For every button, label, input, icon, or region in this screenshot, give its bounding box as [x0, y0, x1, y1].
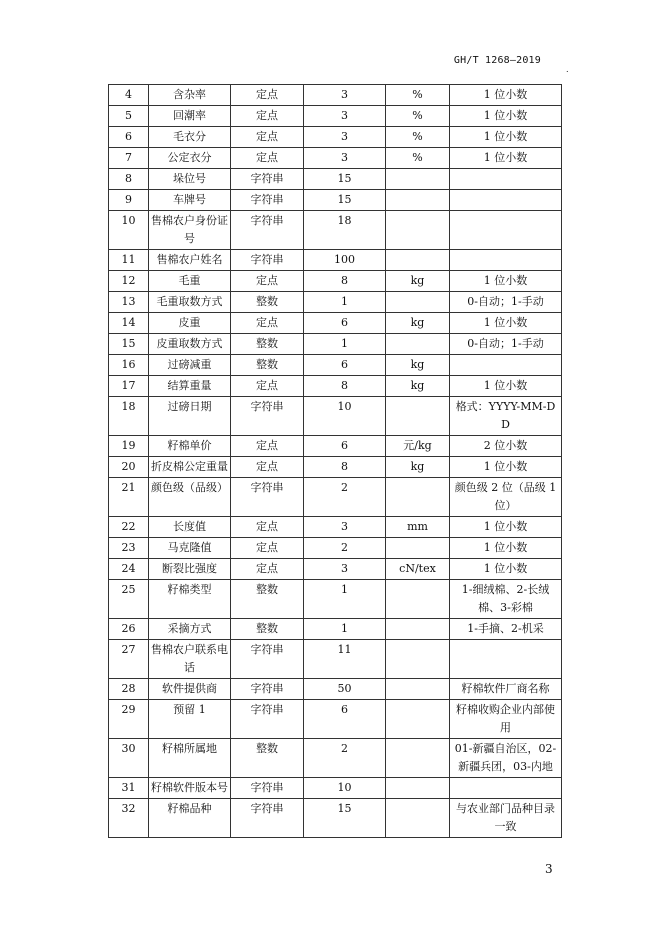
table-row [109, 334, 562, 355]
field-name-cell: 皮重取数方式 [149, 334, 231, 355]
field-length-cell: 8 [304, 271, 386, 292]
field-name-cell: 软件提供商 [149, 679, 231, 700]
data-type-cell: 整数 [231, 355, 304, 376]
remark-cell [450, 640, 562, 679]
field-length-cell: 50 [304, 679, 386, 700]
unit-cell: kg [386, 457, 450, 478]
field-length-cell: 3 [304, 148, 386, 169]
unit-cell [386, 679, 450, 700]
row-number-cell: 20 [109, 457, 149, 478]
row-number-cell: 23 [109, 538, 149, 559]
data-type-cell: 定点 [231, 313, 304, 334]
remark-cell: 1 位小数 [450, 538, 562, 559]
table-row [109, 271, 562, 292]
data-type-cell: 字符串 [231, 250, 304, 271]
remark-cell: 0-自动；1-手动 [450, 334, 562, 355]
remark-cell [450, 211, 562, 250]
table-row [109, 619, 562, 640]
unit-cell [386, 250, 450, 271]
remark-cell: 籽棉软件厂商名称 [450, 679, 562, 700]
remark-cell: 与农业部门品种目录一致 [450, 799, 562, 838]
data-type-cell: 定点 [231, 148, 304, 169]
row-number-cell: 18 [109, 397, 149, 436]
remark-cell: 籽棉收购企业内部使用 [450, 700, 562, 739]
page-number: 3 [545, 862, 553, 876]
field-name-cell: 籽棉单价 [149, 436, 231, 457]
field-name-cell: 籽棉品种 [149, 799, 231, 838]
data-type-cell: 定点 [231, 106, 304, 127]
table-row [109, 250, 562, 271]
data-field-table [108, 84, 562, 838]
field-length-cell: 1 [304, 334, 386, 355]
table-row [109, 376, 562, 397]
data-type-cell: 字符串 [231, 478, 304, 517]
field-name-cell: 毛重取数方式 [149, 292, 231, 313]
table-row [109, 106, 562, 127]
field-length-cell: 6 [304, 355, 386, 376]
table-body [109, 85, 562, 838]
data-type-cell: 定点 [231, 436, 304, 457]
remark-cell [450, 250, 562, 271]
row-number-cell: 28 [109, 679, 149, 700]
table-row [109, 478, 562, 517]
field-length-cell: 15 [304, 169, 386, 190]
row-number-cell: 31 [109, 778, 149, 799]
field-length-cell: 1 [304, 292, 386, 313]
remark-cell: 2 位小数 [450, 436, 562, 457]
field-name-cell: 车牌号 [149, 190, 231, 211]
data-type-cell: 整数 [231, 334, 304, 355]
unit-cell [386, 334, 450, 355]
field-length-cell: 6 [304, 436, 386, 457]
row-number-cell: 29 [109, 700, 149, 739]
field-name-cell: 毛重 [149, 271, 231, 292]
table-row [109, 355, 562, 376]
table-row [109, 436, 562, 457]
unit-cell: % [386, 127, 450, 148]
field-length-cell: 18 [304, 211, 386, 250]
row-number-cell: 5 [109, 106, 149, 127]
row-number-cell: 30 [109, 739, 149, 778]
remark-cell: 1 位小数 [450, 376, 562, 397]
data-type-cell: 整数 [231, 292, 304, 313]
remark-cell: 1 位小数 [450, 559, 562, 580]
field-length-cell: 2 [304, 739, 386, 778]
unit-cell: kg [386, 355, 450, 376]
field-name-cell: 毛衣分 [149, 127, 231, 148]
field-length-cell: 11 [304, 640, 386, 679]
data-type-cell: 定点 [231, 271, 304, 292]
data-type-cell: 定点 [231, 538, 304, 559]
field-name-cell: 断裂比强度 [149, 559, 231, 580]
row-number-cell: 6 [109, 127, 149, 148]
unit-cell: % [386, 148, 450, 169]
field-length-cell: 3 [304, 559, 386, 580]
field-length-cell: 1 [304, 619, 386, 640]
table-row [109, 292, 562, 313]
table-row [109, 517, 562, 538]
field-name-cell: 结算重量 [149, 376, 231, 397]
unit-cell [386, 211, 450, 250]
row-number-cell: 21 [109, 478, 149, 517]
row-number-cell: 8 [109, 169, 149, 190]
table-row [109, 169, 562, 190]
table-row [109, 778, 562, 799]
row-number-cell: 17 [109, 376, 149, 397]
row-number-cell: 22 [109, 517, 149, 538]
remark-cell: 1 位小数 [450, 457, 562, 478]
remark-cell: 0-自动；1-手动 [450, 292, 562, 313]
data-type-cell: 字符串 [231, 778, 304, 799]
data-type-cell: 字符串 [231, 190, 304, 211]
field-length-cell: 15 [304, 190, 386, 211]
unit-cell: % [386, 106, 450, 127]
remark-cell [450, 778, 562, 799]
field-length-cell: 3 [304, 127, 386, 148]
unit-cell [386, 580, 450, 619]
row-number-cell: 16 [109, 355, 149, 376]
unit-cell [386, 619, 450, 640]
unit-cell [386, 778, 450, 799]
remark-cell: 1 位小数 [450, 517, 562, 538]
remark-cell: 1 位小数 [450, 106, 562, 127]
unit-cell [386, 739, 450, 778]
table-row [109, 211, 562, 250]
remark-cell: 1-细绒棉、2-长绒棉、3-彩棉 [450, 580, 562, 619]
unit-cell [386, 292, 450, 313]
unit-cell: 元/kg [386, 436, 450, 457]
field-name-cell: 含杂率 [149, 85, 231, 106]
unit-cell [386, 640, 450, 679]
table-row [109, 85, 562, 106]
field-length-cell: 2 [304, 538, 386, 559]
row-number-cell: 15 [109, 334, 149, 355]
table-row [109, 127, 562, 148]
field-name-cell: 过磅减重 [149, 355, 231, 376]
data-type-cell: 字符串 [231, 211, 304, 250]
row-number-cell: 32 [109, 799, 149, 838]
unit-cell [386, 538, 450, 559]
field-name-cell: 回潮率 [149, 106, 231, 127]
unit-cell [386, 799, 450, 838]
field-length-cell: 8 [304, 376, 386, 397]
field-length-cell: 6 [304, 313, 386, 334]
unit-cell: % [386, 85, 450, 106]
remark-cell: 1 位小数 [450, 313, 562, 334]
field-name-cell: 籽棉软件版本号 [149, 778, 231, 799]
remark-cell [450, 190, 562, 211]
table-row [109, 559, 562, 580]
unit-cell: kg [386, 313, 450, 334]
field-length-cell: 10 [304, 778, 386, 799]
remark-cell: 格式：YYYY-MM-DD [450, 397, 562, 436]
data-type-cell: 字符串 [231, 640, 304, 679]
row-number-cell: 14 [109, 313, 149, 334]
field-name-cell: 售棉农户姓名 [149, 250, 231, 271]
remark-cell: 1 位小数 [450, 271, 562, 292]
unit-cell [386, 397, 450, 436]
field-length-cell: 8 [304, 457, 386, 478]
field-length-cell: 6 [304, 700, 386, 739]
data-type-cell: 定点 [231, 559, 304, 580]
unit-cell: cN/tex [386, 559, 450, 580]
standard-code: GH/T 1268—2019 [453, 55, 541, 66]
table-row [109, 313, 562, 334]
table-row [109, 190, 562, 211]
data-type-cell: 字符串 [231, 700, 304, 739]
field-name-cell: 售棉农户联系电话 [149, 640, 231, 679]
unit-cell [386, 169, 450, 190]
table-row [109, 397, 562, 436]
data-type-cell: 字符串 [231, 397, 304, 436]
row-number-cell: 19 [109, 436, 149, 457]
field-name-cell: 籽棉类型 [149, 580, 231, 619]
row-number-cell: 27 [109, 640, 149, 679]
remark-cell: 01-新疆自治区，02-新疆兵团，03-内地 [450, 739, 562, 778]
row-number-cell: 24 [109, 559, 149, 580]
table-row [109, 148, 562, 169]
data-type-cell: 整数 [231, 739, 304, 778]
remark-cell [450, 169, 562, 190]
data-type-cell: 定点 [231, 376, 304, 397]
field-name-cell: 籽棉所属地 [149, 739, 231, 778]
table-row [109, 700, 562, 739]
remark-cell: 1 位小数 [450, 85, 562, 106]
table-row [109, 679, 562, 700]
remark-cell: 1 位小数 [450, 127, 562, 148]
data-type-cell: 字符串 [231, 799, 304, 838]
data-type-cell: 定点 [231, 85, 304, 106]
row-number-cell: 25 [109, 580, 149, 619]
field-name-cell: 折皮棉公定重量 [149, 457, 231, 478]
table-row [109, 799, 562, 838]
row-number-cell: 12 [109, 271, 149, 292]
unit-cell: kg [386, 376, 450, 397]
field-length-cell: 2 [304, 478, 386, 517]
unit-cell: mm [386, 517, 450, 538]
field-length-cell: 1 [304, 580, 386, 619]
row-number-cell: 7 [109, 148, 149, 169]
data-type-cell: 整数 [231, 619, 304, 640]
table-row [109, 640, 562, 679]
unit-cell [386, 190, 450, 211]
header-dot: . [566, 65, 569, 74]
field-name-cell: 公定衣分 [149, 148, 231, 169]
field-name-cell: 垛位号 [149, 169, 231, 190]
table-row [109, 580, 562, 619]
data-type-cell: 字符串 [231, 169, 304, 190]
field-length-cell: 3 [304, 517, 386, 538]
unit-cell: kg [386, 271, 450, 292]
unit-cell [386, 478, 450, 517]
table-row [109, 739, 562, 778]
data-type-cell: 定点 [231, 457, 304, 478]
row-number-cell: 11 [109, 250, 149, 271]
row-number-cell: 9 [109, 190, 149, 211]
field-name-cell: 颜色级（品级） [149, 478, 231, 517]
data-type-cell: 整数 [231, 580, 304, 619]
row-number-cell: 4 [109, 85, 149, 106]
data-type-cell: 定点 [231, 517, 304, 538]
data-type-cell: 定点 [231, 127, 304, 148]
field-length-cell: 3 [304, 106, 386, 127]
table-row [109, 457, 562, 478]
field-name-cell: 预留 1 [149, 700, 231, 739]
row-number-cell: 26 [109, 619, 149, 640]
field-name-cell: 售棉农户身份证号 [149, 211, 231, 250]
data-type-cell: 字符串 [231, 679, 304, 700]
field-length-cell: 15 [304, 799, 386, 838]
remark-cell: 1-手摘、2-机采 [450, 619, 562, 640]
field-name-cell: 马克隆值 [149, 538, 231, 559]
field-length-cell: 100 [304, 250, 386, 271]
row-number-cell: 10 [109, 211, 149, 250]
field-name-cell: 长度值 [149, 517, 231, 538]
remark-cell: 1 位小数 [450, 148, 562, 169]
unit-cell [386, 700, 450, 739]
field-length-cell: 10 [304, 397, 386, 436]
field-name-cell: 皮重 [149, 313, 231, 334]
table-row [109, 538, 562, 559]
field-length-cell: 3 [304, 85, 386, 106]
remark-cell [450, 355, 562, 376]
field-name-cell: 过磅日期 [149, 397, 231, 436]
row-number-cell: 13 [109, 292, 149, 313]
remark-cell: 颜色级 2 位（品级 1 位） [450, 478, 562, 517]
field-name-cell: 采摘方式 [149, 619, 231, 640]
